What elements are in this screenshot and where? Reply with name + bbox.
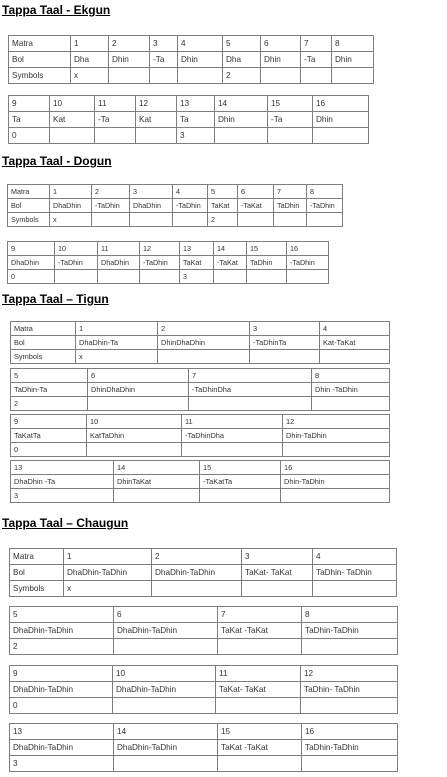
table-cell: Matra [9,36,71,52]
bol-row [11,383,390,397]
taal-table [7,184,343,227]
symbols-row [10,581,397,597]
table-cell: 3 [250,322,320,336]
table-cell [98,270,140,284]
table-cell: 16 [313,96,369,112]
table-cell [158,350,250,364]
table-cell: 2 [152,549,242,565]
table-cell [281,489,390,503]
table-cell: 3 [177,128,215,144]
matra-row [8,185,343,199]
bol-row [9,52,374,68]
table-cell: Bol [10,565,64,581]
table-cell: x [71,68,109,84]
table-cell: Dhin [313,112,369,128]
table-cell: 13 [11,461,114,475]
symbols-row [10,756,398,772]
table-cell: 15 [268,96,313,112]
table-cell: 9 [9,96,50,112]
table-cell: -TaDhin [92,199,130,213]
table-cell: 1 [71,36,109,52]
symbols-row [11,397,390,411]
table-cell: -TaDhinDha [182,429,283,443]
table-cell: 1 [64,549,152,565]
table-cell: 0 [8,270,55,284]
table-cell: Dhin [261,52,301,68]
table-cell: -TaDhin [173,199,208,213]
table-cell [312,397,390,411]
table-cell: Matra [11,322,76,336]
table-cell [250,350,320,364]
table-cell: Symbols [8,213,50,227]
table-cell: 3 [242,549,313,565]
table-cell [238,213,274,227]
table-cell: -TaDhin [140,256,180,270]
table-cell: DhaDhin-TaDhin [152,565,242,581]
bol-row [9,112,369,128]
table-cell: Bol [11,336,76,350]
table-cell [320,350,390,364]
table-cell [261,68,301,84]
table-cell [95,128,136,144]
table-cell [113,698,216,714]
table-cell: 2 [158,322,250,336]
table-cell: TaDhin [247,256,287,270]
table-cell: 12 [301,666,398,682]
table-cell: 2 [11,397,88,411]
table-cell [302,756,398,772]
table-cell [301,68,332,84]
bol-row [10,565,397,581]
table-cell [307,213,343,227]
table-cell: 7 [274,185,307,199]
taal-table [7,241,329,284]
table-cell [214,270,247,284]
table-cell: TaDhin-Ta [11,383,88,397]
table-cell: 8 [332,36,374,52]
table-cell: 3 [11,489,114,503]
table-cell: 4 [320,322,390,336]
table-cell: DhaDhin -Ta [11,475,114,489]
table-cell: x [50,213,92,227]
bol-row [11,429,390,443]
section-title-dogun: Tappa Taal - Dogun [2,154,112,168]
symbols-row [11,489,390,503]
bol-row [10,623,398,639]
matra-row [11,415,390,429]
table-cell: TaDhin [274,199,307,213]
table-cell [313,581,397,597]
table-cell: -TaKat [238,199,274,213]
table-cell: 6 [114,607,218,623]
symbols-row [10,639,398,655]
table-cell [182,443,283,457]
table-cell: 3 [130,185,173,199]
table-cell: 4 [313,549,397,565]
table-cell: TaKatTa [11,429,87,443]
table-cell: 10 [50,96,95,112]
table-cell: Dhin [178,52,223,68]
table-cell: Kat [136,112,177,128]
symbols-row [8,213,343,227]
table-cell: 2 [10,639,114,655]
table-cell: 15 [218,724,302,740]
table-cell: TaDhin- TaDhin [313,565,397,581]
table-cell: TaKat [180,256,214,270]
table-cell: -TaDhinDha [189,383,312,397]
table-cell [268,128,313,144]
table-cell: DhaDhin-TaDhin [10,682,113,698]
table-cell: -TaDhin [55,256,98,270]
table-cell: -Ta [301,52,332,68]
table-cell: 2 [109,36,150,52]
table-cell: Dha [223,52,261,68]
table-cell [114,489,200,503]
table-cell: Symbols [9,68,71,84]
table-cell: TaKat -TaKat [218,623,302,639]
taal-table [10,460,390,503]
table-cell: 10 [55,242,98,256]
table-cell: 7 [301,36,332,52]
table-cell [189,397,312,411]
table-cell: 1 [50,185,92,199]
table-cell: 14 [114,461,200,475]
section-title-ekgun: Tappa Taal - Ekgun [2,3,111,17]
table-cell: 5 [223,36,261,52]
bol-row [8,199,343,213]
table-cell: 11 [95,96,136,112]
table-cell [218,639,302,655]
matra-row [10,549,397,565]
table-cell: 16 [281,461,390,475]
table-cell: -TaDhin [307,199,343,213]
matra-row [8,242,329,256]
table-cell: 5 [208,185,238,199]
table-cell: 0 [11,443,87,457]
table-cell: DhinDhaDhin [88,383,189,397]
table-cell: 10 [113,666,216,682]
table-cell: DhinTaKat [114,475,200,489]
table-cell [242,581,313,597]
table-cell [216,698,301,714]
symbols-row [10,698,398,714]
table-cell: Dhin-TaDhin [283,429,390,443]
table-cell: TaKat -TaKat [218,740,302,756]
symbols-row [11,443,390,457]
table-cell [247,270,287,284]
taal-table [10,321,390,364]
table-cell: 0 [10,698,113,714]
table-cell: DhaDhin-TaDhin [114,623,218,639]
taal-table [9,665,398,714]
section-title-tigun: Tappa Taal – Tigun [2,292,109,306]
table-cell [152,581,242,597]
table-cell [313,128,369,144]
table-cell: DhaDhin-TaDhin [10,740,114,756]
table-cell: 4 [173,185,208,199]
table-cell [287,270,329,284]
table-cell: Dhin [332,52,374,68]
table-cell: 14 [214,242,247,256]
table-cell [218,756,302,772]
table-cell: 3 [150,36,178,52]
table-cell: DhaDhin-TaDhin [113,682,216,698]
table-cell: 12 [140,242,180,256]
table-cell [150,68,178,84]
table-cell: Bol [8,199,50,213]
table-cell: 15 [200,461,281,475]
table-cell: 16 [302,724,398,740]
table-cell [332,68,374,84]
table-cell [301,698,398,714]
taal-table [8,35,374,84]
table-cell: DhaDhin [50,199,92,213]
table-cell: 11 [216,666,301,682]
table-cell: DhinDhaDhin [158,336,250,350]
table-cell: -TaDhinTa [250,336,320,350]
table-cell: DhaDhin [8,256,55,270]
table-cell: 8 [302,607,398,623]
bol-row [8,256,329,270]
matra-row [10,666,398,682]
table-cell [114,639,218,655]
table-cell: 13 [177,96,215,112]
table-cell: TaKat- TaKat [216,682,301,698]
table-cell: DhaDhin-TaDhin [64,565,152,581]
bol-row [10,740,398,756]
table-cell [136,128,177,144]
table-cell: 8 [312,369,390,383]
table-cell: Dhin-TaDhin [281,475,390,489]
table-cell: 9 [10,666,113,682]
table-cell [55,270,98,284]
table-cell [173,213,208,227]
taal-table [9,606,398,655]
table-cell: DhaDhin [130,199,173,213]
table-cell: 2 [92,185,130,199]
table-cell: 11 [98,242,140,256]
table-cell: 6 [238,185,274,199]
table-cell: TaDhin- TaDhin [301,682,398,698]
table-cell: 0 [9,128,50,144]
matra-row [11,461,390,475]
taal-table [9,548,397,597]
table-cell: Symbols [11,350,76,364]
table-cell: Ta [9,112,50,128]
table-cell: Dha [71,52,109,68]
symbols-row [9,68,374,84]
table-cell: DhaDhin-Ta [76,336,158,350]
table-cell: 11 [182,415,283,429]
table-cell: -Ta [95,112,136,128]
table-cell: TaKat- TaKat [242,565,313,581]
table-cell: TaDhin-TaDhin [302,623,398,639]
table-cell: -TaKat [214,256,247,270]
symbols-row [8,270,329,284]
matra-row [10,607,398,623]
table-cell [274,213,307,227]
table-cell: 8 [307,185,343,199]
table-cell [50,128,95,144]
table-cell: 6 [88,369,189,383]
table-cell: 4 [178,36,223,52]
table-cell: Dhin [215,112,268,128]
taal-table [10,414,390,457]
table-cell [283,443,390,457]
table-cell: KatTaDhin [87,429,182,443]
table-cell [215,128,268,144]
table-cell: 12 [283,415,390,429]
table-cell: 13 [180,242,214,256]
table-cell: 2 [223,68,261,84]
matra-row [11,322,390,336]
table-cell: -TaKatTa [200,475,281,489]
table-cell: Dhin -TaDhin [312,383,390,397]
table-cell [92,213,130,227]
table-cell: 16 [287,242,329,256]
table-cell: Bol [9,52,71,68]
matra-row [9,96,369,112]
table-cell [140,270,180,284]
matra-row [10,724,398,740]
table-cell: 2 [208,213,238,227]
matra-row [9,36,374,52]
table-cell: DhaDhin-TaDhin [114,740,218,756]
bol-row [11,336,390,350]
table-cell: 5 [10,607,114,623]
table-cell: DhaDhin [98,256,140,270]
table-cell: Ta [177,112,215,128]
table-cell: 7 [218,607,302,623]
table-cell [88,397,189,411]
table-cell: 9 [11,415,87,429]
table-cell [200,489,281,503]
table-cell: 3 [10,756,114,772]
table-cell: TaDhin-TaDhin [302,740,398,756]
table-cell: 10 [87,415,182,429]
table-cell: 7 [189,369,312,383]
table-cell [109,68,150,84]
table-cell: Kat-TaKat [320,336,390,350]
table-cell: 1 [76,322,158,336]
table-cell [87,443,182,457]
table-cell [178,68,223,84]
table-cell: Dhin [109,52,150,68]
taal-table [10,368,390,411]
table-cell [302,639,398,655]
table-cell: -Ta [150,52,178,68]
table-cell: -TaDhin [287,256,329,270]
table-cell: x [64,581,152,597]
table-cell: 3 [180,270,214,284]
table-cell [114,756,218,772]
symbols-row [9,128,369,144]
table-cell: -Ta [268,112,313,128]
bol-row [10,682,398,698]
table-cell: Matra [10,549,64,565]
table-cell: 13 [10,724,114,740]
table-cell: 9 [8,242,55,256]
table-cell: DhaDhin-TaDhin [10,623,114,639]
taal-table [8,95,369,144]
table-cell: Symbols [10,581,64,597]
table-cell: 6 [261,36,301,52]
table-cell: 14 [215,96,268,112]
table-cell: 15 [247,242,287,256]
table-cell: Kat [50,112,95,128]
table-cell: TaKat [208,199,238,213]
taal-table [9,723,398,772]
table-cell [130,213,173,227]
symbols-row [11,350,390,364]
table-cell: 14 [114,724,218,740]
table-cell: 12 [136,96,177,112]
table-cell: Matra [8,185,50,199]
table-cell: x [76,350,158,364]
table-cell: 5 [11,369,88,383]
matra-row [11,369,390,383]
section-title-chaugun: Tappa Taal – Chaugun [2,516,129,530]
bol-row [11,475,390,489]
